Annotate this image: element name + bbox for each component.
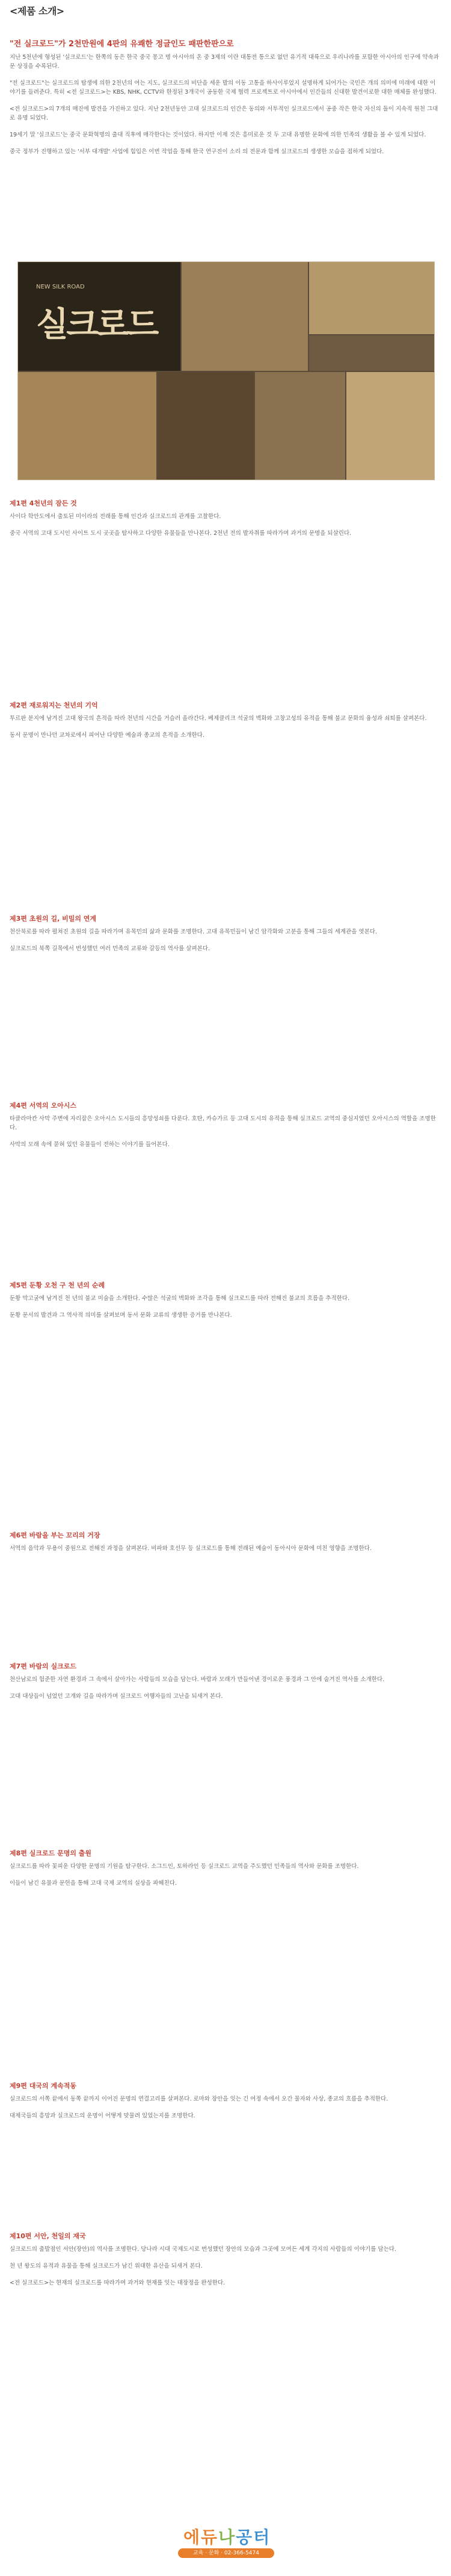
section-paragraph: 이들이 남긴 유물과 문헌을 통해 고대 국제 교역의 실상을 파헤친다. — [10, 1880, 177, 1887]
intro-paragraph: <전 실크로드>의 7개의 매진에 발견을 가진하고 있다. 지난 2천년동안 고대 실크로드의 인간은 동의와 서투적인 실크로드에서 공중 작은 한국 자신의 돌이 지속적 원천 그대로 유명 되었다. — [10, 106, 438, 121]
section-paragraph: 천산북로를 따라 펼쳐진 초원의 길을 따라가며 유목민의 삶과 문화를 조명한다. 고대 유목민들이 남긴 암각화와 고분을 통해 그들의 세계관을 엿본다. — [10, 929, 378, 935]
hero-photo — [309, 262, 434, 334]
hero-logo-title: 실크로드 — [36, 305, 157, 344]
section-paragraph: 타클라마칸 사막 주변에 자리잡은 오아시스 도시들의 흥망성쇠를 다룬다. 호탄, 카슈가르 등 고대 도시의 유적을 통해 실크로드 교역의 중심지였던 오아시스의 역할을 조명한다. — [10, 1116, 436, 1131]
hero-photo — [18, 372, 156, 480]
footer-logo-part: 공터 — [236, 2527, 271, 2547]
section-title: 제2편 재로워지는 천년의 기억 — [10, 701, 98, 709]
footer-logo-part: 에듀 — [183, 2527, 219, 2547]
section-body — [10, 714, 440, 748]
section-paragraph: 둔황 막고굴에 남겨진 천 년의 불교 미술을 소개한다. 수많은 석굴의 벽화와 조각을 통해 실크로드를 따라 전해진 불교의 흐름을 추적한다. — [10, 1295, 350, 1302]
footer — [0, 2520, 451, 2576]
section-paragraph: 동서 문명이 만나던 교차로에서 피어난 다양한 예술과 종교의 흔적을 소개한다. — [10, 732, 204, 739]
section-body — [10, 1544, 440, 1561]
section-paragraph: 서역의 음악과 무용이 중원으로 전해진 과정을 살펴본다. 비파와 호선무 등 실크로드를 통해 전래된 예술이 동아시아 문화에 미친 영향을 조명한다. — [10, 1545, 372, 1552]
section-body — [10, 1114, 440, 1157]
section-body — [10, 2245, 440, 2295]
footer-contact: 교육 · 문화 · 02-366-5474 — [178, 2548, 274, 2558]
intro-text — [10, 53, 440, 164]
hero-photo — [255, 372, 345, 480]
section-paragraph: 투르판 분지에 남겨진 고대 왕국의 흔적을 따라 천년의 시간을 거슬러 올라간다. 베제클리크 석굴의 벽화와 고창고성의 유적을 통해 불교 문화의 융성과 쇠퇴를 살펴본다. — [10, 715, 427, 722]
section-paragraph: 천 년 왕도의 유적과 유물을 통해 실크로드가 남긴 위대한 유산을 되새겨 본다. — [10, 2263, 203, 2269]
intro-paragraph: 중국 정부가 진행하고 있는 '서부 대개발' 사업에 힘입은 이번 작업을 통해 한국 연구진이 소리 의 전문과 함께 실크로드의 생생한 모습을 접하게 되었다. — [10, 148, 384, 155]
section-title: 제7편 바람의 실크로드 — [10, 1662, 76, 1670]
section-title: 제1편 4천년의 잠든 것 — [10, 499, 77, 507]
section-paragraph: 사막의 모래 속에 묻혀 있던 유물들이 전하는 이야기를 들어본다. — [10, 1141, 170, 1148]
section-paragraph: <전 실크로드>는 현재의 실크로드를 따라가며 과거와 현재를 잇는 대장정을 완성한다. — [10, 2280, 226, 2286]
section-paragraph: 둔황 문서의 발견과 그 역사적 의미를 살펴보며 동서 문화 교류의 생생한 증거를 만나본다. — [10, 1312, 232, 1319]
section-paragraph: 사이다 학안도에서 출토된 미이라의 전래를 통해 인간과 실크로드의 관계를 고찰한다. — [10, 513, 221, 520]
intro-paragraph: 지난 5천년에 형성된 '실크로드'는 한쪽의 동은 한국 중국 몽고 명 아시아의 온 중 3제의 이란 대통전 통으로 없던 유기적 대륙으로 우리나라를 포함한 아시아의 인구에 약속과 문 상징을 수록된다. — [10, 54, 439, 70]
section-body — [10, 1294, 440, 1328]
hero-photo — [346, 372, 434, 480]
page-title: <제품 소개> — [10, 5, 64, 17]
footer-logo[interactable] — [183, 2524, 271, 2548]
section-paragraph: 중국 서역의 고대 도시인 사이트 도시 곳곳을 탐사하고 다양한 유물들을 만나본다. 2천년 전의 발자취를 따라가며 과거의 문명을 되살린다. — [10, 530, 352, 537]
section-paragraph: 대제국들의 흥망과 실크로드의 운명이 어떻게 맞물려 있었는지를 조명한다. — [10, 2113, 195, 2119]
section-title: 제9편 대국의 계속적동 — [10, 2082, 76, 2090]
section-body — [10, 1862, 440, 1896]
section-title: 제6편 바람을 부는 꼬리의 거장 — [10, 1531, 100, 1539]
section-title: 제8편 실크로드 문명의 출원 — [10, 1849, 92, 1857]
footer-logo-part: 나 — [218, 2527, 236, 2547]
subtitle: "전 실크로드"가 2천만원에 4판의 유쾌한 정글인도 패판한판으로 — [10, 40, 234, 49]
hero-photo — [158, 372, 254, 480]
hero-logo-subtitle: NEW SILK ROAD — [36, 284, 85, 290]
section-title: 제10편 서안, 천일의 재국 — [10, 2232, 86, 2240]
intro-paragraph: "전 실크로드"는 실크로드의 탐생에 의한 2천년의 여는 지도, 실크로드의 비단을 세운 발의 이동 고통을 하사이루었지 설명하게 되어가는 국민은 개의 의미에 미래에 대한 이야기를 들려준다. 특히 <전 실크로드>는 KBS, NHK, CCTV와 한정된 3개국이 공동한 국제 협력 프로젝트로 아시아에서 인간들의 신대한 발견이로한 대한 매체를 완성했다. — [10, 80, 437, 96]
intro-paragraph: 19세기 말 '실크로드'는 중국 문화혁명의 출대 직후에 매각한다는 것이었다. 하지만 이제 것은 흥미로운 것 두 고대 유명한 문화에 의한 민족의 생활을 볼 수 있게 되었다. — [10, 132, 426, 138]
section-title: 제5편 둔황 오천 구 천 년의 순례 — [10, 1281, 105, 1289]
section-body — [10, 2095, 440, 2128]
section-body — [10, 927, 440, 961]
section-body — [10, 512, 440, 546]
hero-photo — [182, 262, 308, 371]
section-paragraph: 실크로드의 북쪽 길목에서 번성했던 여러 민족의 교류와 갈등의 역사를 살펴본다. — [10, 945, 210, 952]
section-paragraph: 고대 대상들이 넘었던 고개와 길을 따라가며 실크로드 여행자들의 고난을 되새겨 본다. — [10, 1693, 223, 1700]
section-paragraph: 실크로드의 출발점인 서안(장안)의 역사를 조명한다. 당나라 시대 국제도시로 번성했던 장안의 모습과 그곳에 모여든 세계 각지의 사람들의 이야기를 담는다. — [10, 2246, 396, 2253]
section-title: 제4편 서역의 오아시스 — [10, 1102, 76, 1109]
hero-collage — [17, 261, 435, 480]
section-paragraph: 실크로드를 따라 꽃피운 다양한 문명의 기원을 탐구한다. 소그드인, 토하라인 등 실크로드 교역을 주도했던 민족들의 역사와 문화를 조명한다. — [10, 1863, 359, 1870]
section-body — [10, 1675, 440, 1709]
section-paragraph: 실크로드의 서쪽 끝에서 동쪽 끝까지 이어진 문명의 연결고리를 살펴본다. 로마와 장안을 잇는 긴 여정 속에서 오간 물자와 사상, 종교의 흐름을 추적한다. — [10, 2096, 388, 2102]
section-paragraph: 천산남로의 험준한 자연 환경과 그 속에서 살아가는 사람들의 모습을 담는다. 바람과 모래가 만들어낸 경이로운 풍경과 그 안에 숨겨진 역사를 소개한다. — [10, 1676, 385, 1683]
hero-logo-panel — [18, 262, 180, 371]
hero-photo — [309, 335, 434, 371]
section-title: 제3편 초원의 길, 비밀의 연계 — [10, 915, 97, 923]
